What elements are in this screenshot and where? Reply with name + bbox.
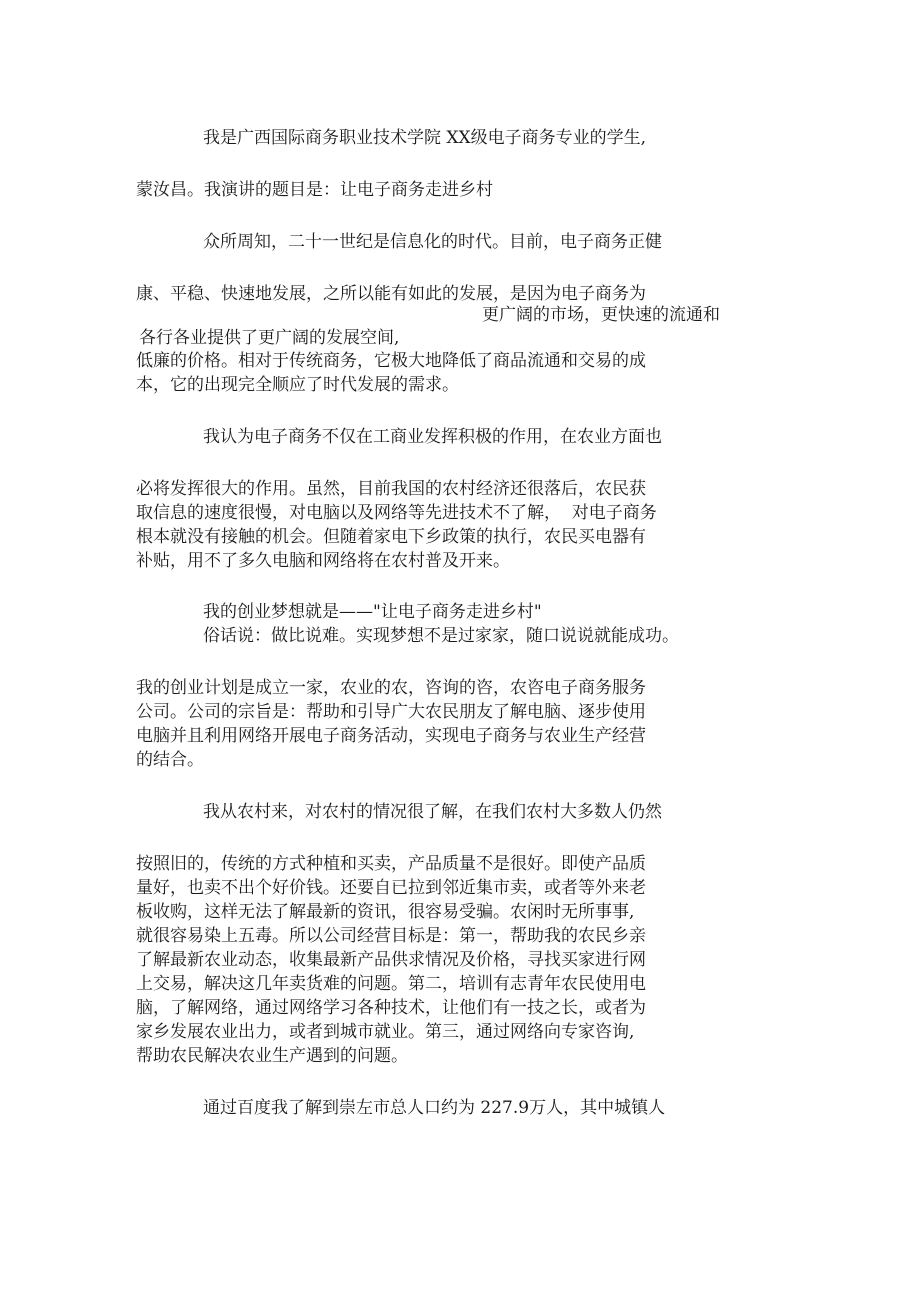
paragraph-2-line-2: 康、平稳、快速地发展，之所以能有如此的发展，是因为电子商务为	[136, 284, 646, 304]
paragraph-6-line-6: 了解最新农业动态，收集最新产品供求情况及价格，寻找买家进行网	[136, 950, 646, 970]
paragraph-5-line-2: 公司。公司的宗旨是：帮助和引导广大农民朋友了解电脑、逐步使用	[136, 702, 646, 722]
paragraph-4-line-2: 俗话说：做比说难。实现梦想不是过家家，随口说说就能成功。	[203, 626, 679, 646]
paragraph-3-line-1: 我认为电子商务不仅在工商业发挥积极的作用，在农业方面也	[203, 427, 662, 447]
paragraph-3-line-3: 取信息的速度很慢，对电脑以及网络等先进技术不了解， 对电子商务	[136, 503, 657, 523]
paragraph-6-line-3: 量好，也卖不出个好价钱。还要自已拉到邻近集市卖，或者等外来老	[136, 878, 646, 898]
paragraph-3-line-5: 补贴，用不了多久电脑和网络将在农村普及开来。	[136, 551, 510, 571]
paragraph-6-line-5: 就很容易染上五毒。所以公司经营目标是：第一，帮助我的农民乡亲	[136, 926, 646, 946]
paragraph-6-line-2: 按照旧的，传统的方式种植和买卖，产品质量不是很好。即使产品质	[136, 854, 646, 874]
paragraph-3-line-4: 根本就没有接触的机会。但随着家电下乡政策的执行，农民买电器有	[136, 527, 646, 547]
paragraph-2-line-4: 各行各业提供了更广阔的发展空间,	[139, 328, 400, 348]
paragraph-6-line-8: 脑，了解网络，通过网络学习各种技术，让他们有一技之长，或者为	[136, 998, 646, 1018]
paragraph-2-line-3: 更广阔的市场，更快速的流通和	[482, 305, 720, 325]
paragraph-6-line-7: 上交易，解决这几年卖货难的问题。第二，培训有志青年农民使用电	[136, 974, 646, 994]
paragraph-6-line-4: 板收购，这样无法了解最新的资讯，很容易受骗。农闲时无所事事,	[136, 902, 635, 922]
paragraph-7-line-1: 通过百度我了解到崇左市总人口约为 227.9万人，其中城镇人	[203, 1098, 666, 1118]
paragraph-2-line-1: 众所周知，二十一世纪是信息化的时代。目前，电子商务正健	[203, 232, 662, 252]
paragraph-5-line-1: 我的创业计划是成立一家，农业的农，咨询的咨，农咨电子商务服务	[136, 678, 646, 698]
paragraph-5-line-3: 电脑并且利用网络开展电子商务活动，实现电子商务与农业生产经营	[136, 726, 646, 746]
paragraph-6-line-1: 我从农村来，对农村的情况很了解，在我们农村大多数人仍然	[203, 802, 662, 822]
paragraph-4-line-1: 我的创业梦想就是——"让电子商务走进乡村"	[203, 602, 542, 622]
paragraph-3-line-2: 必将发挥很大的作用。虽然，目前我国的农村经济还很落后，农民获	[136, 479, 646, 499]
paragraph-5-line-4: 的结合。	[136, 750, 204, 770]
paragraph-1-line-2: 蒙汝昌。我演讲的题目是：让电子商务走进乡村	[136, 180, 493, 200]
paragraph-1-line-1: 我是广西国际商务职业技术学院 XX级电子商务专业的学生,	[203, 128, 647, 148]
paragraph-2-line-5: 低廉的价格。相对于传统商务，它极大地降低了商品流通和交易的成	[136, 351, 646, 371]
paragraph-2-line-6: 本，它的出现完全顺应了时代发展的需求。	[136, 375, 459, 395]
paragraph-6-line-9: 家乡发展农业出力，或者到城市就业。第三，通过网络向专家咨询,	[136, 1022, 635, 1042]
paragraph-6-line-10: 帮助农民解决农业生产遇到的问题。	[136, 1046, 408, 1066]
